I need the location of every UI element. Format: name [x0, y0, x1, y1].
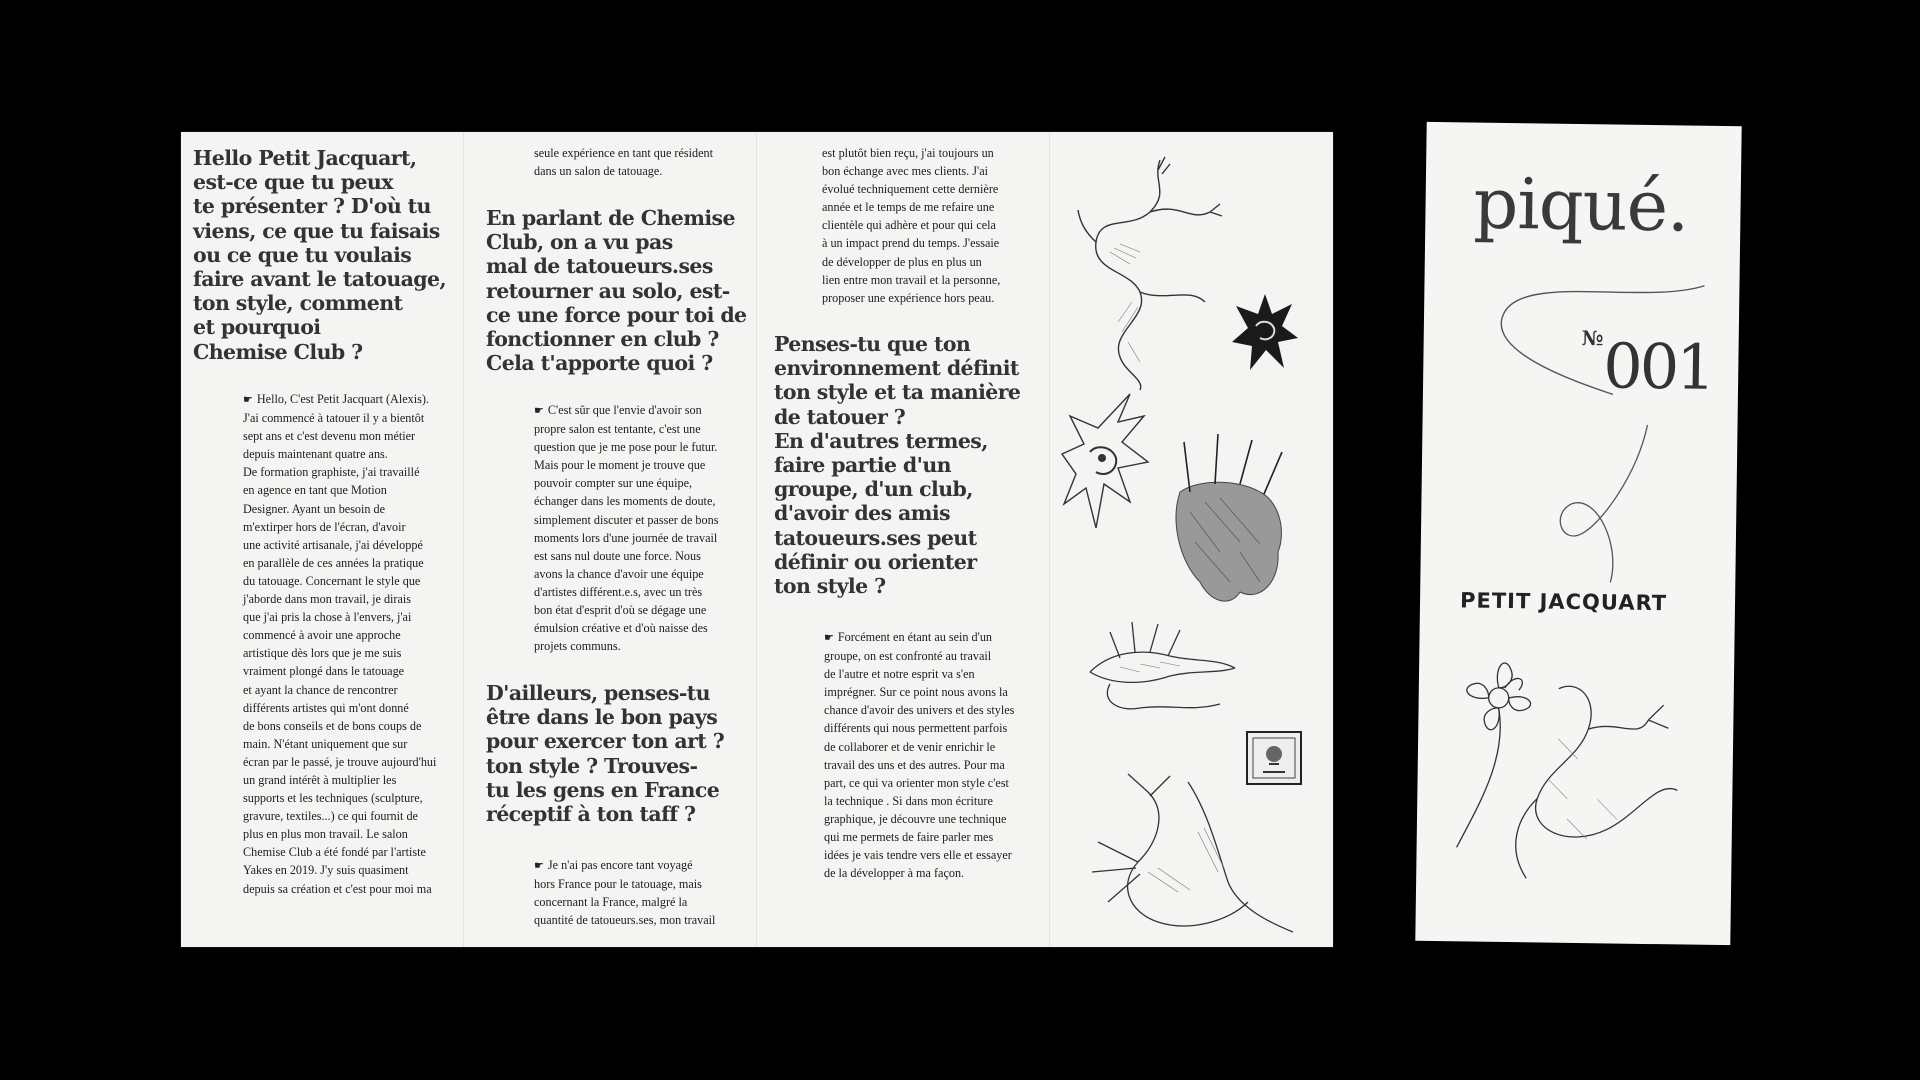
curl-line-icon	[1540, 413, 1662, 585]
answer-intro	[243, 390, 463, 898]
answer-country	[534, 856, 754, 929]
issue-number: 001	[1602, 329, 1714, 404]
spiky-burst-icon	[1060, 392, 1150, 532]
pointer-hand-icon: ☛	[534, 860, 544, 872]
flower-creature-icon	[1446, 647, 1700, 910]
answer-intro-text: Hello, C'est Petit Jacquart (Alexis). J'ai commencé à tatouer il y a bientôt sept ans et c'est devenu mon métier depuis maintenant quatre ans. De formation graphiste, j'ai travaillé en agence en tant que Motion Designer. Ayant un besoin de m'extirper hors de l'écran, d'avoir une activité artisanale, j'ai développé en parallèle de ces années la pratique du tatouage. Concernant le style que j'aborde dans mon travail, je dirais que j'ai pris la chose à l'envers, j'ai commencé à avoir une approche artistique dès lors que je me suis vraiment plongé dans le tatouage et ayant la chance de rencontrer différents artistes qui m'ont donné de bons conseils et de bons coups de main. N'étant uniquement que sur écran par le passé, je trouve aujourd'hui un grand intérêt à multiplier les supports et les techniques (sculpture, gravure, textiles...) ce qui fournit de plus en plus mon travail. Le salon Chemise Club a été fondé par l'artiste Yakes en 2019. J'y suis quasiment depuis sa création et c'est pour moi ma	[243, 392, 437, 896]
answer-club	[534, 401, 754, 655]
pointer-hand-icon: ☛	[824, 632, 834, 644]
pointer-hand-icon: ☛	[534, 405, 544, 417]
issue-number-label: №	[1581, 326, 1604, 351]
panel-environment	[756, 132, 1049, 947]
bookmark-cover	[1415, 122, 1741, 945]
zine-spread	[181, 132, 1333, 947]
question-club: En parlant de Chemise Club, on a vu pas mal de tatoueurs.ses retourner au solo, est- ce une force pour toi de fonctionner en club ? Cela t'apporte quoi ?	[486, 206, 747, 376]
salamander-icon	[1080, 612, 1240, 722]
answer-environment-text: Forcément en étant au sein d'un groupe, on est confronté au travail de l'autre et notre esprit va s'en imprégner. Sur ce point nous avons la chance d'avoir des univers et des styles différents qui nous permettent parfois de collaborer et de venir enrichir le travail des uns et des autres. Pour ma part, ce qui va orienter mon style c'est la technique . Si dans mon écriture graphique, je découvre une technique qui me permets de faire parler mes idées je vais tendre vers elle et essayer de la développer à ma façon.	[824, 630, 1015, 881]
lizard-creature-icon	[1070, 152, 1230, 392]
panel-drawings	[1049, 132, 1333, 947]
panel-intro	[181, 132, 463, 947]
magazine-title: piqué.	[1473, 162, 1689, 248]
continuation-text: est plutôt bien reçu, j'ai toujours un bon échange avec mes clients. J'ai évolué techniquement cette dernière année et le temps de me refaire une clientèle qui adhère et pour qui cela à un impact prend du temps. J'essaie de développer de plus en plus un lien entre mon travail et la personne, proposer une expérience hors peau.	[822, 146, 1001, 305]
hairy-blob-icon	[1160, 432, 1290, 612]
burst-face-icon	[1230, 292, 1300, 372]
answer-country-text: Je n'ai pas encore tant voyagé hors France pour le tatouage, mais concernant la France, malgré la quantité de tatoueurs.ses, mon travail	[534, 858, 716, 928]
pointer-hand-icon: ☛	[243, 394, 253, 406]
question-country: D'ailleurs, penses-tu être dans le bon pays pour exercer ton art ? ton style ? Trouves- tu les gens en France réceptif à ton taff ?	[486, 681, 725, 827]
answer-club-text: C'est sûr que l'envie d'avoir son propre salon est tentante, c'est une question que je me pose pour le futur. Mais pour le moment je trouve que pouvoir compter sur une équipe, échanger dans les moments de doute, simplement discuter et passer de bons moments lors d'une journée de travail est sans nul doute une force. Nous avons la chance d'avoir une équipe d'artistes différent.e.s, avec un très bon état d'esprit d'où se dégage une émulsion créative et d'où naisse des projets communs.	[534, 403, 719, 654]
crouching-figure-icon	[1078, 772, 1308, 942]
question-environment: Penses-tu que ton environnement définit ton style et ta manière de tatouer ? En d'autres termes, faire partie d'un groupe, d'un club, d'avoir des amis tatoueurs.ses peut définir ou orienter ton style ?	[774, 332, 1021, 599]
answer-environment	[824, 628, 1049, 882]
continuation-text: seule expérience en tant que résident dans un salon de tatouage.	[534, 146, 714, 179]
artist-name: PETIT JACQUART	[1459, 588, 1668, 616]
question-intro: Hello Petit Jacquart, est-ce que tu peux te présenter ? D'où tu viens, ce que tu faisais ou ce que tu voulais faire avant le tatouage, ton style, comment et pourquoi Chemise Club ?	[193, 146, 447, 364]
panel-club	[463, 132, 756, 947]
